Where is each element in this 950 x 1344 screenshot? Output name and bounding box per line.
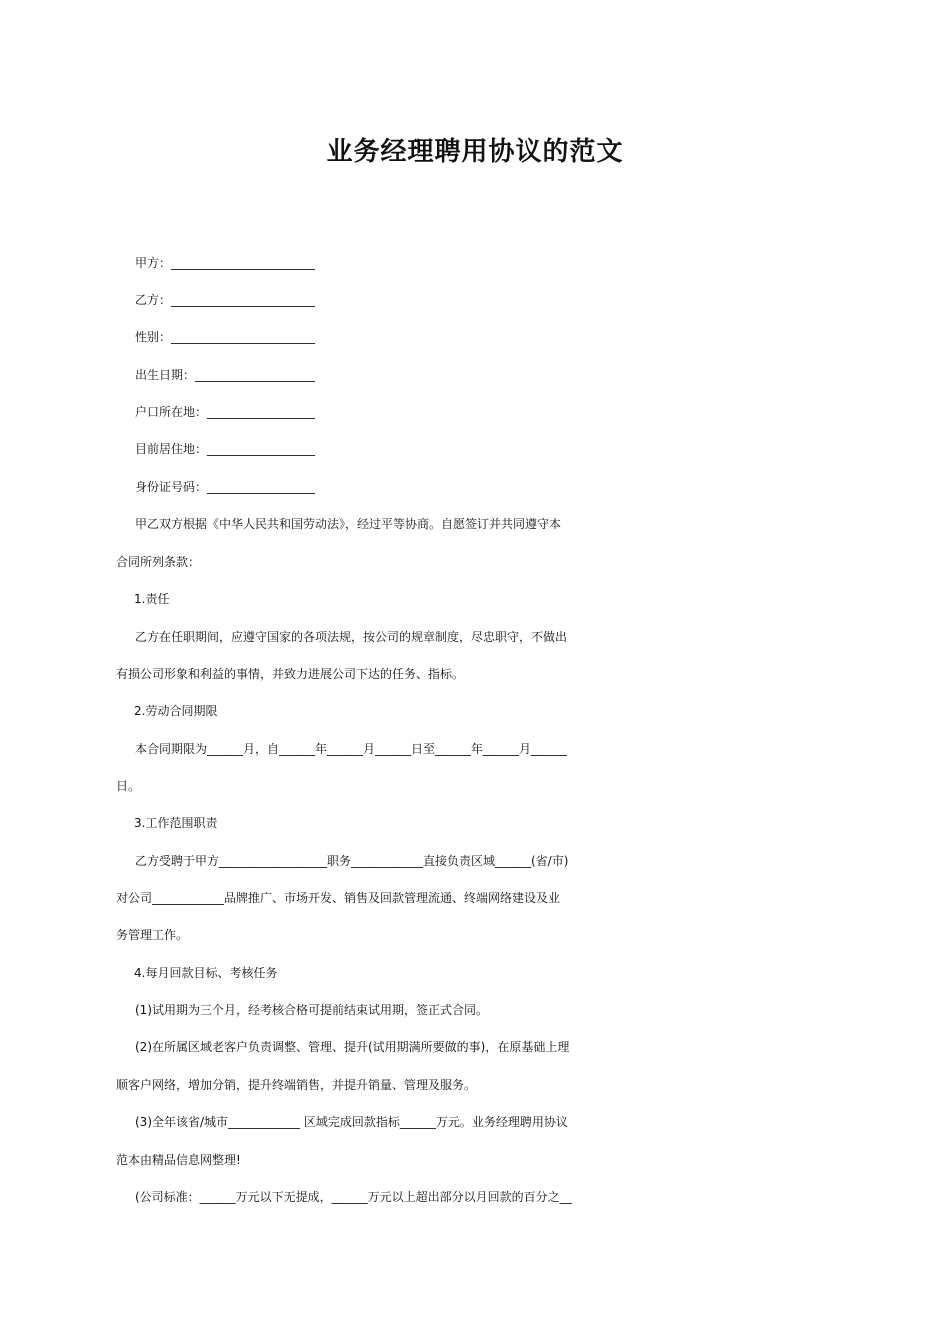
paragraph-line: 范本由精品信息网整理! — [116, 1153, 241, 1167]
section-heading-responsibility: 1.责任 — [134, 592, 170, 606]
field-id-number: 身份证号码：__________________ — [135, 480, 316, 494]
paragraph-line: 对公司____________品牌推广、市场开发、销售及回款管理流通、终端网络建设及业 — [116, 891, 561, 905]
paragraph-line: (3)全年该省/城市____________ 区域完成回款指标______万元。业务经理聘用协议 — [135, 1115, 568, 1129]
field-party-b: 乙方：________________________ — [135, 293, 316, 307]
paragraph-line: 本合同期限为______月，自______年______月______日至______年______月______ — [135, 742, 568, 756]
paragraph-line: 有损公司形象和利益的事情，并致力进展公司下达的任务、指标。 — [116, 667, 465, 681]
section-heading-monthly-targets: 4.每月回款目标、考核任务 — [134, 966, 278, 980]
field-party-a: 甲方：________________________ — [135, 256, 316, 270]
section-heading-work-scope: 3.工作范围职责 — [134, 816, 218, 830]
paragraph-line: 乙方受聘于甲方__________________职务____________直接负责区域______(省/市) — [135, 854, 569, 868]
field-household-registration: 户口所在地：__________________ — [135, 405, 316, 419]
field-current-residence: 目前居住地：__________________ — [135, 442, 316, 456]
paragraph-line: 顺客户网络，增加分销，提升终端销售，并提升销量、管理及服务。 — [116, 1078, 477, 1092]
paragraph-line: 甲乙双方根据《中华人民共和国劳动法》，经过平等协商。自愿签订并共同遵守本 — [135, 517, 562, 531]
paragraph-line: (2)在所属区域老客户负责调整、管理、提升(试用期满所要做的事)，在原基础上理 — [135, 1040, 570, 1054]
paragraph-line: 合同所列条款： — [116, 555, 201, 569]
paragraph-line: (公司标准：______万元以下无提成，______万元以上超出部分以月回款的百分之__ — [135, 1190, 572, 1204]
field-birth-date: 出生日期：____________________ — [135, 368, 316, 382]
field-gender: 性别：________________________ — [135, 330, 316, 344]
document-title: 业务经理聘用协议的范文 — [326, 137, 624, 167]
paragraph-line: 日。 — [116, 779, 141, 793]
section-heading-contract-term: 2.劳动合同期限 — [134, 704, 218, 718]
paragraph-line: 务管理工作。 — [116, 928, 189, 942]
paragraph-line: 乙方在任职期间，应遵守国家的各项法规，按公司的规章制度，尽忠职守，不做出 — [135, 630, 568, 644]
paragraph-line: (1)试用期为三个月，经考核合格可提前结束试用期，签正式合同。 — [135, 1003, 489, 1017]
